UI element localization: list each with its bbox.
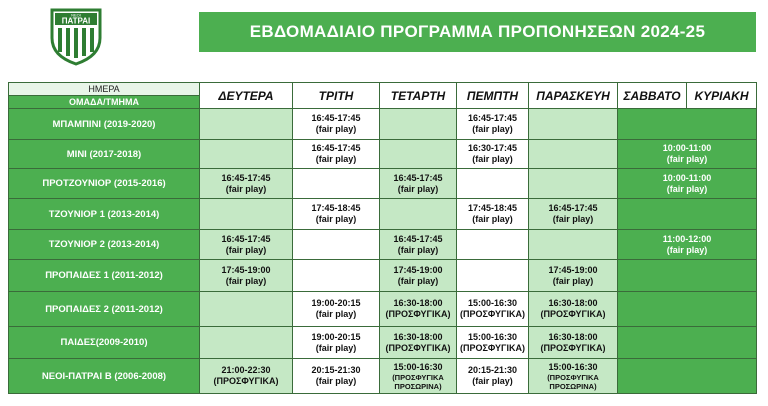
training-slot xyxy=(200,265,292,287)
slot-time: 15:00-16:30 xyxy=(467,298,518,308)
corner-cell xyxy=(9,83,200,109)
slot-time: 15:00-16:30 xyxy=(467,331,518,342)
schedule-cell xyxy=(200,292,293,327)
slot-venue: (fair play) xyxy=(666,244,708,255)
day-header: ΠΕΜΠΤΗ xyxy=(457,83,529,109)
slot-venue: (fair play) xyxy=(315,124,357,134)
schedule-cell xyxy=(618,199,757,230)
slot-time: 17:45-19:00 xyxy=(393,264,443,275)
slot-time: 17:45-19:00 xyxy=(221,264,271,275)
training-slot xyxy=(457,365,528,387)
schedule-cell xyxy=(200,140,293,169)
slot-time: 16:45-17:45 xyxy=(221,172,271,183)
slot-time: 16:30-18:00 xyxy=(548,331,598,342)
team-name-cell: ΠΡΟΤΖΟΥΝΙΟΡ (2015-2016) xyxy=(9,169,200,199)
slot-time: 16:30-17:45 xyxy=(467,143,518,153)
training-slot xyxy=(380,298,456,320)
schedule-cell xyxy=(457,230,529,260)
training-slot xyxy=(529,265,617,287)
slot-venue: (fair play) xyxy=(315,376,357,386)
slot-venue: (ΠΡΟΣΦΥΓΙΚΑ) xyxy=(540,342,606,353)
slot-time: 16:30-18:00 xyxy=(548,298,598,308)
schedule-cell xyxy=(529,109,618,140)
slot-venue: (fair play) xyxy=(315,342,357,353)
slot-time: 17:45-19:00 xyxy=(548,264,598,275)
slot-time: 19:00-20:15 xyxy=(311,331,361,342)
training-slot xyxy=(293,332,379,354)
schedule-cell xyxy=(529,169,618,199)
training-slot xyxy=(293,203,379,225)
training-slot xyxy=(380,234,456,256)
team-name-cell: ΤΖΟΥΝΙΟΡ 2 (2013-2014) xyxy=(9,230,200,260)
slot-venue: (fair play) xyxy=(315,309,357,319)
schedule-cell xyxy=(293,230,380,260)
training-slot xyxy=(380,173,456,195)
training-slot xyxy=(200,234,292,256)
schedule-cell xyxy=(529,292,618,327)
table-row xyxy=(9,230,757,260)
slot-venue: (fair play) xyxy=(472,124,513,134)
schedule-cell xyxy=(618,292,757,327)
slot-venue: (fair play) xyxy=(472,214,513,224)
schedule-cell xyxy=(200,169,293,199)
training-slot xyxy=(380,332,456,354)
slot-time: 20:15-21:30 xyxy=(311,365,361,375)
slot-venue: (ΠΡΟΣΦΥΓΙΚΑ) xyxy=(385,342,451,353)
schedule-cell xyxy=(380,359,457,394)
day-header: ΤΡΙΤΗ xyxy=(293,83,380,109)
table-row xyxy=(9,359,757,394)
training-slot xyxy=(200,365,292,387)
header-row xyxy=(9,83,757,109)
slot-time: 21:00-22:30 xyxy=(221,365,271,375)
table-row xyxy=(9,327,757,359)
training-slot xyxy=(618,143,756,165)
schedule-cell xyxy=(457,109,529,140)
slot-venue: (fair play) xyxy=(397,275,439,286)
slot-time: 16:30-18:00 xyxy=(393,331,443,342)
schedule-cell xyxy=(200,260,293,292)
slot-time: 15:00-16:30 xyxy=(393,361,443,372)
logo-text: ΠΑΤΡΑΙ xyxy=(61,16,91,26)
slot-time: 16:30-18:00 xyxy=(393,298,443,308)
schedule-cell xyxy=(457,292,529,327)
team-name-cell: ΤΖΟΥΝΙΟΡ 1 (2013-2014) xyxy=(9,199,200,230)
schedule-cell xyxy=(380,292,457,327)
slot-time: 16:45-17:45 xyxy=(311,143,361,153)
slot-time: 15:00-16:30 xyxy=(548,361,598,372)
slot-time: 16:45-17:45 xyxy=(221,233,271,244)
schedule-cell xyxy=(457,327,529,359)
training-slot xyxy=(457,332,528,354)
schedule-cell xyxy=(529,140,618,169)
schedule-cell xyxy=(293,140,380,169)
slot-venue: (ΠΡΟΣΦΥΓΙΚΑ) xyxy=(460,309,525,319)
slot-venue: (ΠΡΟΣΦΥΓΙΚΑ ΠΡΟΣΩΡΙΝΑ) xyxy=(392,372,444,391)
schedule-body xyxy=(9,109,757,394)
slot-time: 16:45-17:45 xyxy=(311,113,361,123)
schedule-cell xyxy=(293,260,380,292)
training-slot xyxy=(529,362,617,391)
schedule-cell xyxy=(457,199,529,230)
schedule-cell xyxy=(529,230,618,260)
training-slot xyxy=(293,298,379,320)
team-name-cell: ΝΕΟΙ-ΠΑΤΡΑΙ Β (2006-2008) xyxy=(9,359,200,394)
schedule-cell xyxy=(200,109,293,140)
training-slot xyxy=(457,203,528,225)
logo-subtext: ΝΕΟΙ xyxy=(71,12,81,18)
club-logo xyxy=(44,4,108,68)
training-slot xyxy=(380,265,456,287)
schedule-cell xyxy=(457,260,529,292)
table-row xyxy=(9,292,757,327)
slot-time: 10:00-11:00 xyxy=(662,143,712,153)
training-slot xyxy=(529,203,617,225)
team-name-cell: ΠΡΟΠΑΙΔΕΣ 1 (2011-2012) xyxy=(9,260,200,292)
training-slot xyxy=(529,332,617,354)
schedule-cell xyxy=(293,109,380,140)
slot-time: 20:15-21:30 xyxy=(467,365,518,375)
table-row xyxy=(9,199,757,230)
schedule-cell xyxy=(618,230,757,260)
slot-time: 16:45-17:45 xyxy=(548,203,598,213)
training-slot xyxy=(293,143,379,165)
schedule-cell xyxy=(293,359,380,394)
slot-venue: (fair play) xyxy=(552,275,594,286)
schedule-cell xyxy=(618,140,757,169)
slot-venue: (fair play) xyxy=(472,376,513,386)
day-header: ΤΕΤΑΡΤΗ xyxy=(380,83,457,109)
schedule-cell xyxy=(457,140,529,169)
day-header: ΔΕΥΤΕΡΑ xyxy=(200,83,293,109)
training-slot xyxy=(293,365,379,387)
schedule-cell xyxy=(618,359,757,394)
schedule-cell xyxy=(200,359,293,394)
slot-time: 16:45-17:45 xyxy=(393,233,443,244)
training-slot xyxy=(457,143,528,165)
table-row xyxy=(9,109,757,140)
slot-venue: (fair play) xyxy=(225,183,267,194)
slot-time: 10:00-11:00 xyxy=(662,172,712,183)
training-slot xyxy=(293,113,379,135)
schedule-cell xyxy=(380,199,457,230)
schedule-cell xyxy=(293,327,380,359)
slot-venue: (fair play) xyxy=(552,214,594,224)
team-name-cell: ΠΑΙΔΕΣ(2009-2010) xyxy=(9,327,200,359)
schedule-cell xyxy=(457,169,529,199)
page-title: ΕΒΔΟΜΑΔΙΑΙΟ ΠΡΟΓΡΑΜΜΑ ΠΡΟΠΟΝΗΣΕΩΝ 2024-25 xyxy=(199,12,756,52)
training-slot xyxy=(618,234,756,256)
day-header: ΣΑΒΒΑΤΟ xyxy=(618,83,687,109)
training-slot xyxy=(529,298,617,320)
schedule-cell xyxy=(618,109,757,140)
schedule-cell xyxy=(293,292,380,327)
slot-venue: (ΠΡΟΣΦΥΓΙΚΑ ΠΡΟΣΩΡΙΝΑ) xyxy=(547,372,599,391)
team-name-cell: ΜΠΑΜΠΙΝΙ (2019-2020) xyxy=(9,109,200,140)
schedule-cell xyxy=(293,199,380,230)
day-header: ΠΑΡΑΣΚΕΥΗ xyxy=(529,83,618,109)
slot-venue: (fair play) xyxy=(397,244,439,255)
schedule-cell xyxy=(457,359,529,394)
team-name-cell: ΠΡΟΠΑΙΔΕΣ 2 (2011-2012) xyxy=(9,292,200,327)
slot-venue: (fair play) xyxy=(472,154,513,164)
schedule-cell xyxy=(293,169,380,199)
slot-venue: (fair play) xyxy=(666,154,708,164)
training-slot xyxy=(457,298,528,320)
slot-venue: (fair play) xyxy=(315,214,357,224)
schedule-cell xyxy=(380,327,457,359)
slot-venue: (fair play) xyxy=(225,244,267,255)
schedule-cell xyxy=(529,327,618,359)
schedule-cell xyxy=(380,169,457,199)
slot-time: 17:45-18:45 xyxy=(311,203,361,213)
schedule-cell xyxy=(529,359,618,394)
schedule-cell xyxy=(380,140,457,169)
schedule-cell xyxy=(380,230,457,260)
slot-venue: (ΠΡΟΣΦΥΓΙΚΑ) xyxy=(460,342,525,353)
slot-time: 19:00-20:15 xyxy=(311,298,361,308)
slot-time: 16:45-17:45 xyxy=(467,113,518,123)
corner-day-label: ΗΜΕΡΑ xyxy=(9,83,199,96)
corner-team-label: ΟΜΑΔΑ/ΤΜΗΜΑ xyxy=(9,96,199,108)
training-slot xyxy=(618,173,756,195)
slot-venue: (ΠΡΟΣΦΥΓΙΚΑ) xyxy=(540,309,606,319)
slot-venue: (ΠΡΟΣΦΥΓΙΚΑ) xyxy=(385,309,451,319)
schedule-table xyxy=(8,82,757,394)
table-row xyxy=(9,169,757,199)
schedule-cell xyxy=(200,199,293,230)
slot-time: 17:45-18:45 xyxy=(467,203,518,213)
slot-venue: (fair play) xyxy=(397,183,439,194)
slot-venue: (fair play) xyxy=(315,154,357,164)
training-slot xyxy=(457,113,528,135)
schedule-cell xyxy=(529,199,618,230)
slot-time: 11:00-12:00 xyxy=(662,233,712,244)
schedule-cell xyxy=(618,327,757,359)
table-row xyxy=(9,260,757,292)
slot-venue: (ΠΡΟΣΦΥΓΙΚΑ) xyxy=(213,376,279,386)
training-slot xyxy=(200,173,292,195)
schedule-cell xyxy=(200,230,293,260)
day-header: ΚΥΡΙΑΚΗ xyxy=(687,83,757,109)
training-slot xyxy=(380,362,456,391)
schedule-cell xyxy=(529,260,618,292)
schedule-cell xyxy=(380,260,457,292)
schedule-cell xyxy=(618,169,757,199)
team-name-cell: ΜΙΝΙ (2017-2018) xyxy=(9,140,200,169)
schedule-cell xyxy=(200,327,293,359)
schedule-cell xyxy=(380,109,457,140)
slot-venue: (fair play) xyxy=(666,183,708,194)
schedule-cell xyxy=(618,260,757,292)
slot-venue: (fair play) xyxy=(225,275,267,286)
table-row xyxy=(9,140,757,169)
slot-time: 16:45-17:45 xyxy=(393,172,443,183)
